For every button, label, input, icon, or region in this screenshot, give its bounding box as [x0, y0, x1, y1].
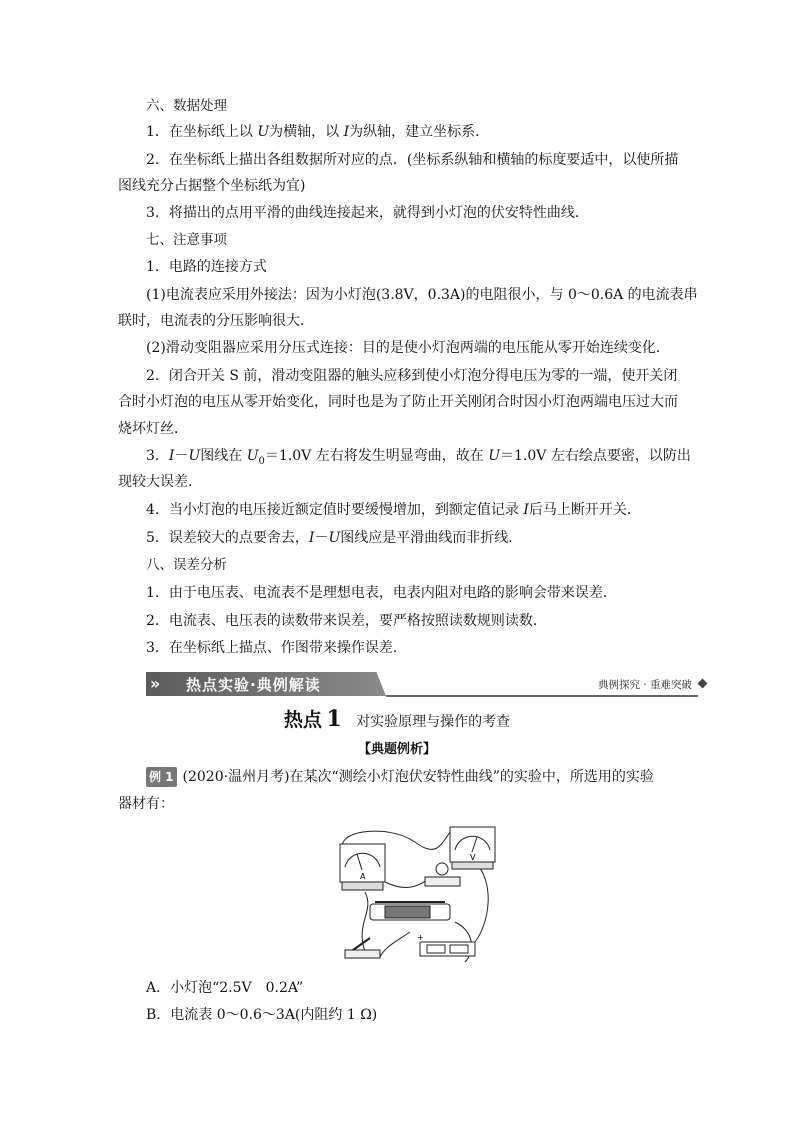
s6-item-3: 3．将描出的点用平滑的曲线连接起来，就得到小灯泡的伏安特性曲线．	[146, 205, 589, 221]
text: ＝1.0V 左右将发生明显弯曲，故在	[264, 448, 489, 464]
text: 后马上断开开关．	[528, 502, 641, 518]
text: ＝1.0V 左右绘点要密，以防出	[500, 448, 691, 464]
rheostat-icon	[370, 902, 450, 920]
s8-item-2: 2．电流表、电压表的读数带来误差，要严格按照读数规则读数．	[146, 613, 547, 629]
var-u0: U	[246, 448, 259, 464]
s6-item-1	[146, 122, 489, 142]
var-u: U	[257, 124, 270, 140]
analysis-label: 【典题例析】	[357, 742, 436, 757]
s6-item-2-line2: 图线充分占据整个坐标纸为宜)	[118, 178, 306, 194]
battery-plus-label: +	[417, 933, 424, 942]
diamond-icon	[698, 679, 708, 689]
s7-item-2-line2: 合时小灯泡的电压从零开始变化，同时也是为了防止开关刚闭合时因小灯泡两端电压过大而	[118, 394, 678, 410]
s7-item-5	[146, 528, 522, 548]
ammeter-label: A	[360, 872, 366, 881]
s7-item-2-line3: 烧坏灯丝．	[118, 421, 188, 437]
banner-title: 热点实验·典例解读	[186, 676, 321, 694]
example-text: 在某次“测绘小灯泡伏安特性曲线”的实验中，所选用的实验	[289, 769, 654, 785]
text: 为横轴，以	[269, 124, 344, 140]
s7-p1-line1: (1)电流表应采用外接法：因为小灯泡(3.8V，0.3A)的电阻很小，与 0～0.6A 的电流表串	[146, 287, 698, 303]
s7-item-4	[146, 500, 641, 520]
text: 为纵轴，建立坐标系．	[349, 124, 490, 140]
section-banner	[146, 670, 706, 698]
var-i: I	[308, 530, 315, 546]
voltmeter-icon	[450, 827, 495, 869]
text: －	[314, 530, 329, 546]
s7-item-1: 1．电路的连接方式	[146, 259, 267, 275]
banner-right-label: 典例探究 · 重难突破	[597, 679, 692, 691]
hotspot-label: 热点	[283, 709, 322, 731]
example-line1	[146, 767, 654, 787]
text: 图线应是平滑曲线而非折线．	[340, 530, 523, 546]
hotspot-subtitle: 对实验原理与操作的考查	[356, 714, 511, 730]
var-i: I	[168, 448, 175, 464]
subscript: 0	[258, 455, 265, 467]
text: 3．	[146, 448, 169, 464]
example-source: (2020·温州月考)	[182, 769, 290, 785]
s7-p1-line2: 联时，电流表的分压影响很大．	[118, 313, 314, 329]
var-i: I	[343, 124, 350, 140]
banner-divider	[386, 695, 698, 697]
text: 5．误差较大的点要舍去，	[146, 530, 309, 546]
section-8-heading: 八、误差分析	[146, 557, 227, 573]
hotspot-number: 1	[326, 706, 342, 732]
battery-icon	[417, 933, 475, 956]
section-6-heading: 六、数据处理	[146, 98, 227, 114]
example-badge: 例 1	[146, 767, 177, 787]
s7-item-3-line2: 现较大误差．	[118, 474, 202, 490]
s8-item-1: 1．由于电压表、电流表不是理想电表，电表内阻对电路的影响会带来误差．	[146, 585, 617, 601]
option-b: B．电流表 0～0.6～3A(内阻约 1 Ω)	[146, 1007, 378, 1023]
hotspot-title	[0, 705, 794, 732]
s7-item-2-line1: 2．闭合开关 S 前，滑动变阻器的触头应移到使小灯泡分得电压为零的一端，使开关闭	[146, 368, 678, 384]
option-a: A．小灯泡“2.5V 0.2A”	[146, 980, 304, 996]
text: 4．当小灯泡的电压接近额定值时要缓慢增加，到额定值记录	[146, 502, 524, 518]
s8-item-3: 3．在坐标纸上描点、作图带来操作误差．	[146, 640, 407, 656]
section-7-heading: 七、注意事项	[146, 232, 227, 248]
text: 1．在坐标纸上以	[146, 124, 258, 140]
example-line2: 器材有：	[118, 796, 174, 812]
var-u: U	[328, 530, 341, 546]
s6-item-2-line1: 2．在坐标纸上描出各组数据所对应的点．(坐标系纵轴和横轴的标度要适中，以使所描	[146, 152, 679, 168]
var-u: U	[188, 448, 201, 464]
s7-p2: (2)滑动变阻器应采用分压式连接：目的是使小灯泡两端的电压能从零开始连续变化．	[146, 340, 670, 356]
text: 图线在	[200, 448, 247, 464]
s7-item-3-line1	[146, 446, 691, 472]
var-u: U	[488, 448, 500, 464]
double-chevron-icon: »	[150, 674, 161, 693]
voltmeter-label: V	[470, 853, 476, 862]
circuit-figure	[325, 822, 501, 972]
ammeter-icon	[340, 844, 385, 890]
text: －	[174, 448, 189, 464]
var-i: I	[523, 502, 529, 518]
